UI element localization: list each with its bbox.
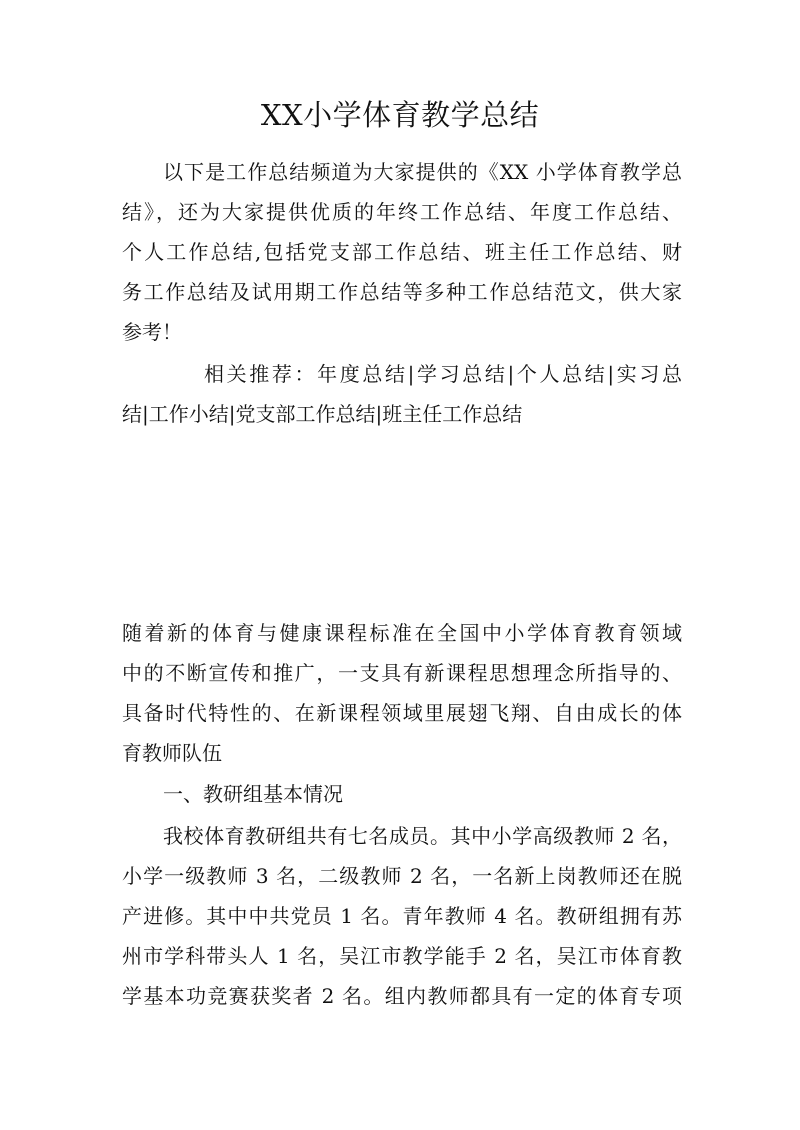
body-p1-line-1: 随着新的体育与健康课程标准在全国中小学体育教育领域 <box>122 621 682 645</box>
intro-line-5: 参考！ <box>122 320 182 344</box>
intro-line-1: 以下是工作总结频道为大家提供的《XX 小学体育教学总 <box>163 160 682 184</box>
related-line-2: 结|工作小结|党支部工作总结|班主任工作总结 <box>122 402 523 426</box>
body-p1-line-2: 中的不断宣传和推广，一支具有新课程思想理念所指导的、 <box>122 661 682 685</box>
body-p1-line-3: 具备时代特性的、在新课程领域里展翅飞翔、自由成长的体 <box>122 701 682 725</box>
body-p1-line-4: 育教师队伍 <box>122 741 222 765</box>
intro-line-3: 个人工作总结,包括党支部工作总结、班主任工作总结、财 <box>122 240 682 264</box>
intro-line-4: 务工作总结及试用期工作总结等多种工作总结范文，供大家 <box>122 280 682 304</box>
related-line-1: 相关推荐：年度总结|学习总结|个人总结|实习总 <box>204 362 682 386</box>
intro-line-2: 结》，还为大家提供优质的年终工作总结、年度工作总结、 <box>122 200 682 224</box>
section-heading-1: 一、教研组基本情况 <box>163 782 343 806</box>
document-title: XX小学体育教学总结 <box>260 98 540 132</box>
body-p2-line-2: 小学一级教师 3 名，二级教师 2 名，一名新上岗教师还在脱 <box>122 864 682 888</box>
body-p2-line-5: 学基本功竞赛获奖者 2 名。组内教师都具有一定的体育专项 <box>122 984 682 1008</box>
body-p2-line-3: 产进修。其中中共党员 1 名。青年教师 4 名。教研组拥有苏 <box>122 904 682 928</box>
body-p2-line-4: 州市学科带头人 1 名，吴江市教学能手 2 名，吴江市体育教 <box>122 944 682 968</box>
body-p2-line-1: 我校体育教研组共有七名成员。其中小学高级教师 2 名， <box>163 824 682 848</box>
